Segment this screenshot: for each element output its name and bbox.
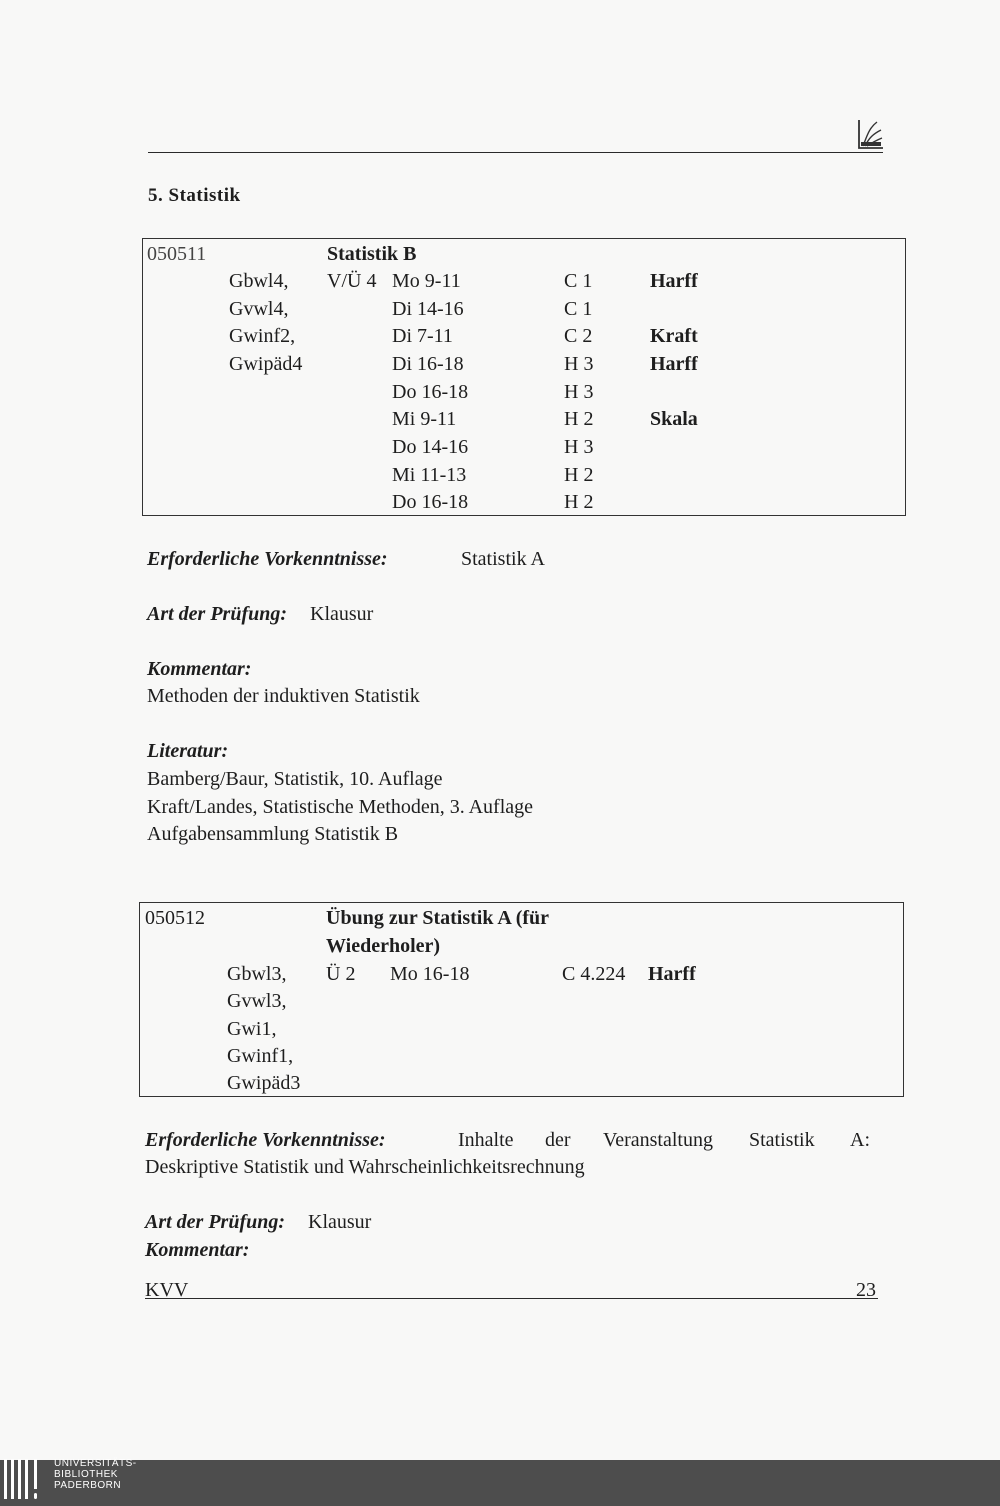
footer-rule (145, 1298, 878, 1299)
prerequisites-label: Erforderliche Vorkenntnisse: (147, 548, 388, 570)
library-name-line: UNIVERSITÄTS- (54, 1458, 137, 1469)
course-number: 050511 (147, 243, 207, 265)
literature-label: Literatur: (147, 740, 229, 762)
exam-value: Klausur (310, 603, 374, 625)
session-room: C 4.224 (562, 963, 626, 985)
literature-item: Bamberg/Baur, Statistik, 10. Auflage (147, 768, 443, 790)
session-lecturer: Harff (648, 963, 696, 985)
session-room: C 1 (564, 298, 593, 320)
session-time: Di 7-11 (392, 325, 453, 347)
session-room: H 2 (564, 491, 594, 513)
exam-label: Art der Prüfung: (147, 603, 288, 625)
exam-label: Art der Prüfung: (145, 1211, 286, 1233)
prerequisites-value: Statistik A (461, 548, 545, 570)
session-room: H 2 (564, 464, 594, 486)
study-group: Gbwl3, (227, 963, 287, 985)
literature-item: Kraft/Landes, Statistische Methoden, 3. Auflage (147, 796, 534, 818)
exam-value: Klausur (308, 1211, 372, 1233)
study-group: Gvwl3, (227, 990, 287, 1012)
session-time: Mo 16-18 (390, 963, 470, 985)
session-room: H 3 (564, 353, 594, 375)
session-time: Do 16-18 (392, 491, 469, 513)
prerequisites-word: Inhalte (458, 1129, 514, 1151)
session-time: Do 16-18 (392, 381, 469, 403)
course-title: Übung zur Statistik A (für (326, 907, 550, 929)
study-group: Gwipäd4 (229, 353, 303, 375)
section-title: 5. Statistik (148, 185, 241, 206)
study-group: Gwinf1, (227, 1045, 294, 1067)
session-room: H 3 (564, 381, 594, 403)
course-number: 050512 (145, 907, 205, 929)
prerequisites-word: A: (850, 1129, 870, 1151)
session-time: Di 14-16 (392, 298, 464, 320)
session-time: Mi 9-11 (392, 408, 457, 430)
publisher-logo-icon (855, 116, 885, 152)
comment-text: Methoden der induktiven Statistik (147, 685, 420, 707)
study-group: Gwi1, (227, 1018, 277, 1040)
course-title-continued: Wiederholer) (326, 935, 441, 957)
prerequisites-word: Veranstaltung (603, 1129, 713, 1151)
session-time: Mo 9-11 (392, 270, 461, 292)
session-lecturer: Harff (650, 353, 698, 375)
session-room: H 3 (564, 436, 594, 458)
session-lecturer: Kraft (650, 325, 698, 347)
comment-label: Kommentar: (147, 658, 252, 680)
session-lecturer: Skala (650, 408, 698, 430)
session-time: Do 14-16 (392, 436, 469, 458)
prerequisites-word: der (545, 1129, 571, 1151)
library-name-line: PADERBORN (54, 1480, 122, 1491)
study-group: Gwinf2, (229, 325, 296, 347)
course-title: Statistik B (327, 243, 417, 265)
page-number: 23 (856, 1279, 876, 1301)
course-type: Ü 2 (326, 963, 356, 985)
library-name-line: BIBLIOTHEK (54, 1469, 118, 1480)
session-room: C 2 (564, 325, 593, 347)
course-type: V/Ü 4 (327, 270, 377, 292)
prerequisites-word: Statistik (749, 1129, 815, 1151)
study-group: Gbwl4, (229, 270, 289, 292)
footer-label: KVV (145, 1279, 189, 1301)
comment-label: Kommentar: (145, 1239, 250, 1261)
study-group: Gvwl4, (229, 298, 289, 320)
session-time: Mi 11-13 (392, 464, 467, 486)
prerequisites-label: Erforderliche Vorkenntnisse: (145, 1129, 386, 1151)
session-room: C 1 (564, 270, 593, 292)
session-lecturer: Harff (650, 270, 698, 292)
header-rule (148, 152, 883, 153)
study-group: Gwipäd3 (227, 1072, 301, 1094)
prerequisites-value: Deskriptive Statistik und Wahrscheinlichkeitsrechnung (145, 1156, 585, 1178)
literature-item: Aufgabensammlung Statistik B (147, 823, 399, 845)
library-name (54, 1458, 137, 1491)
session-time: Di 16-18 (392, 353, 464, 375)
session-room: H 2 (564, 408, 594, 430)
library-banner (0, 1460, 1000, 1506)
